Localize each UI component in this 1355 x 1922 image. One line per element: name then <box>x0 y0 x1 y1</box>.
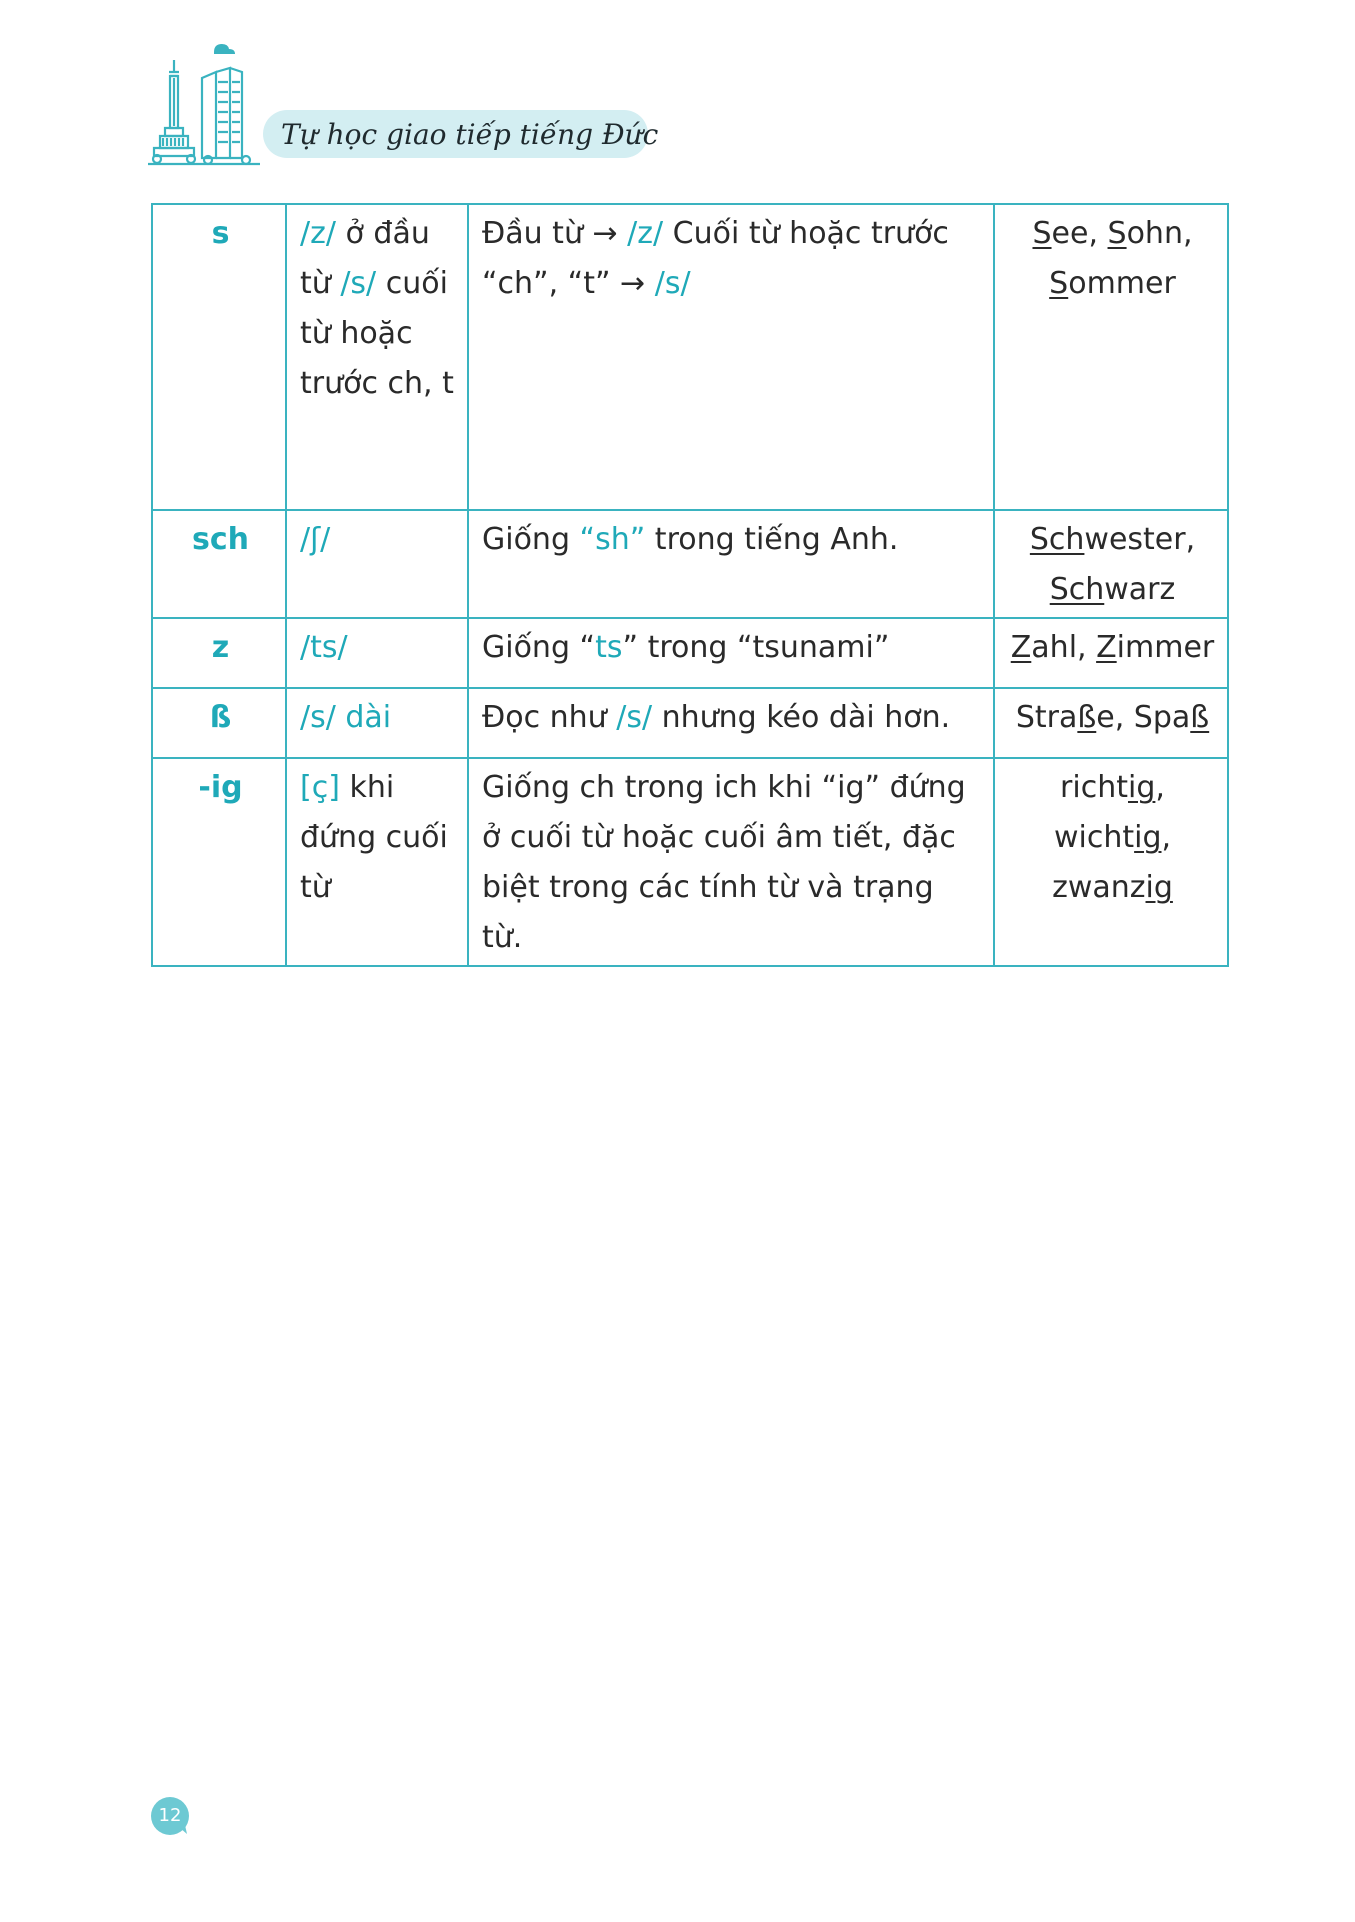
example-text: Stra <box>1015 700 1078 735</box>
example-text: ß <box>1190 700 1210 735</box>
description-text: ts <box>595 630 623 665</box>
example-text: ß <box>1077 700 1097 735</box>
letter-cell <box>152 204 286 510</box>
example-text: Sch <box>1049 572 1105 607</box>
book-title: Tự học giao tiếp tiếng Đức <box>281 117 659 151</box>
description-text: /s/ <box>616 700 653 735</box>
letter-text: z <box>211 630 230 665</box>
example-text: e, Spa <box>1096 700 1191 735</box>
example-text: wester, <box>1084 522 1196 557</box>
description-text: Giống ch trong ich khi “ig” đứng ở cuối từ hoặc cuối âm tiết, đặc biệt trong các tính từ và trạng từ. <box>482 770 966 955</box>
phonetics-table <box>151 203 1229 967</box>
letter-text: s <box>211 216 230 251</box>
description-text: Giống “ <box>482 630 596 665</box>
example-text: ig <box>1128 770 1156 805</box>
table-row <box>152 618 1228 688</box>
page-number-badge <box>150 1796 190 1836</box>
letter-cell <box>152 510 286 618</box>
examples-cell <box>994 758 1228 966</box>
example-text: ee, <box>1051 216 1108 251</box>
example-text: Sch <box>1029 522 1085 557</box>
header-title-pill <box>263 110 659 158</box>
example-text: ahl, <box>1031 630 1097 665</box>
ipa-text: cuối từ hoặc trước ch, t <box>300 266 454 401</box>
ipa-cell <box>286 204 468 510</box>
letter-cell <box>152 688 286 758</box>
example-text: Z <box>1096 630 1117 665</box>
description-text: “sh” <box>579 522 646 557</box>
ipa-cell <box>286 688 468 758</box>
ipa-text: [ç] <box>300 770 340 805</box>
letter-text: sch <box>192 522 249 557</box>
example-text: warz <box>1104 572 1176 607</box>
letter-text: ß <box>209 700 232 735</box>
ipa-cell <box>286 510 468 618</box>
ipa-text: /s/ dài <box>300 700 392 735</box>
example-text: richt <box>1060 770 1128 805</box>
ipa-text: /ʃ/ <box>300 522 331 557</box>
table-row <box>152 758 1228 966</box>
description-cell <box>468 618 994 688</box>
examples-cell <box>994 618 1228 688</box>
city-skyline-icon <box>148 38 260 168</box>
description-cell <box>468 688 994 758</box>
page-header <box>140 38 660 168</box>
description-cell <box>468 510 994 618</box>
description-text: Đọc như <box>482 700 617 735</box>
example-text: S <box>1049 266 1069 301</box>
example-text: , wicht <box>1053 770 1165 855</box>
table-row <box>152 510 1228 618</box>
example-text: ig <box>1145 870 1173 905</box>
description-text: Giống <box>482 522 580 557</box>
example-text: , zwanz <box>1052 820 1172 905</box>
description-text: /s/ <box>654 266 691 301</box>
example-text: ommer <box>1068 266 1176 301</box>
phonetics-table-body <box>152 204 1228 966</box>
page-number: 12 <box>158 1805 182 1826</box>
ipa-cell <box>286 758 468 966</box>
examples-cell <box>994 510 1228 618</box>
description-text: ” trong “tsunami” <box>622 630 890 665</box>
example-text: S <box>1107 216 1127 251</box>
description-cell <box>468 204 994 510</box>
letter-text: -ig <box>198 770 243 805</box>
ipa-text: ở đầu từ <box>300 216 430 301</box>
example-text: S <box>1032 216 1052 251</box>
description-text: /z/ <box>627 216 664 251</box>
ipa-text: /s/ <box>340 266 377 301</box>
examples-cell <box>994 688 1228 758</box>
example-text: Z <box>1010 630 1032 665</box>
ipa-text: /z/ <box>300 216 336 251</box>
letter-cell <box>152 758 286 966</box>
ipa-text: /ts/ <box>300 630 348 665</box>
description-text: trong tiếng Anh. <box>645 522 899 557</box>
description-text: Đầu từ → <box>482 216 628 251</box>
ipa-cell <box>286 618 468 688</box>
example-text: immer <box>1116 630 1215 665</box>
description-cell <box>468 758 994 966</box>
example-text: ig <box>1134 820 1162 855</box>
examples-cell <box>994 204 1228 510</box>
example-text: ohn, <box>1126 216 1193 251</box>
description-text: Cuối từ hoặc trước “ch”, “t” → <box>482 216 949 301</box>
table-row <box>152 688 1228 758</box>
description-text: nhưng kéo dài hơn. <box>652 700 951 735</box>
letter-cell <box>152 618 286 688</box>
ipa-text: khi đứng cuối từ <box>300 770 448 905</box>
table-row <box>152 204 1228 510</box>
